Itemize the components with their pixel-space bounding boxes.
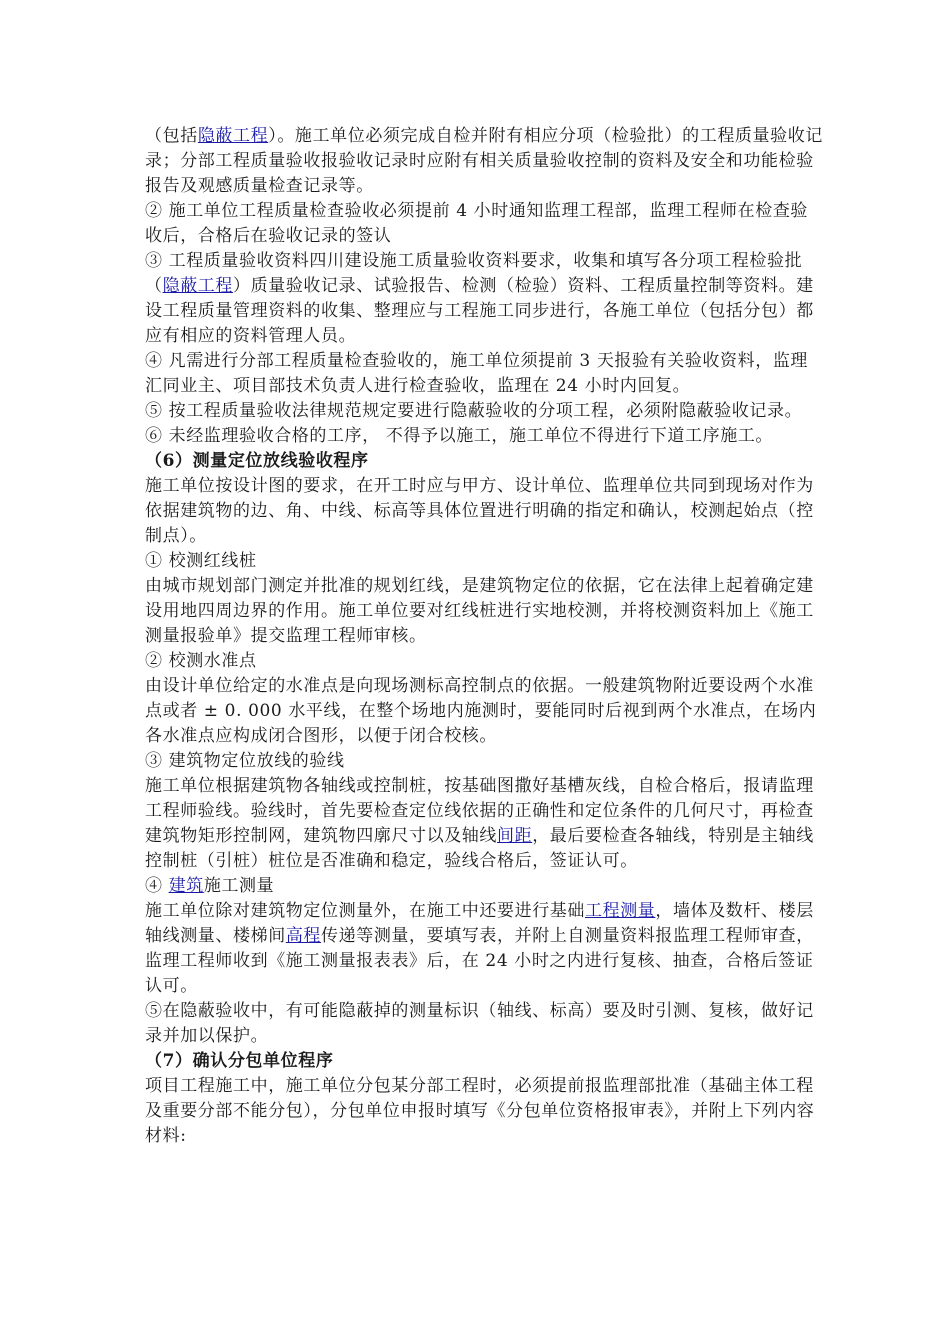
item-3-documents: ③ 工程质量验收资料四川建设施工质量验收资料要求，收集和填写各分项工程检验批（隐蔽工程）质量验收记录、试验报告、检测（检验）资料、工程质量控制等资料。建设工程质量管理资料的收集、整理应与工程施工同步进行，各施工单位（包括分包）都应有相应的资料管理人员。 — [145, 251, 814, 346]
paragraph-construction-survey: 施工单位除对建筑物定位测量外，在施工中还要进行基础工程测量，墙体及数杆、楼层轴线测量、楼梯间高程传递等测量，要填写表，并附上自测量资料报监理工程师审查，监理工程师收到《施工测量报表表》后，在 24 小时之内进行复核、抽查，合格后签证认可。 — [145, 901, 814, 996]
paragraph-survey-markers: ⑤在隐蔽验收中，有可能隐蔽掉的测量标识（轴线、标高）要及时引测、复核，做好记录并加以保护。 — [145, 1001, 814, 1046]
item-6-unapproved-process: ⑥ 未经监理验收合格的工序， 不得予以施工，施工单位不得进行下道工序施工。 — [145, 426, 774, 446]
link-building[interactable]: 建筑 — [168, 876, 204, 896]
link-spacing[interactable]: 间距 — [497, 826, 533, 846]
heading-7-subcontractor: （7）确认分包单位程序 — [145, 1051, 334, 1071]
link-elevation[interactable]: 高程 — [285, 926, 322, 946]
item-4-division-inspection: ④ 凡需进行分部工程质量检查验收的，施工单位须提前 3 天报验有关验收资料，监理汇同业主、项目部技术负责人进行检查验收，监理在 24 小时内回复。 — [145, 351, 809, 396]
subheading-red-line-pile: ① 校测红线桩 — [145, 551, 257, 571]
link-hidden-works-2[interactable]: 隐蔽工程 — [162, 276, 234, 296]
paragraph-line-check: 施工单位根据建筑物各轴线或控制桩，按基础图撒好基槽灰线，自检合格后，报请监理工程师验线。验线时，首先要检查定位线依据的正确性和定位条件的几何尺寸，再检查建筑物矩形控制网，建筑物四廓尺寸以及轴线间距，最后要检查各轴线，特别是主轴线控制桩（引桩）桩位是否准确和稳定，验线合格后，签证认可。 — [145, 776, 814, 871]
link-engineering-survey[interactable]: 工程测量 — [585, 901, 656, 921]
link-hidden-works[interactable]: 隐蔽工程 — [197, 126, 269, 146]
subheading-line-check: ③ 建筑物定位放线的验线 — [145, 751, 345, 771]
paragraph-inspection-records: （包括隐蔽工程）。施工单位必须完成自检并附有相应分项（检验批）的工程质量验收记录；分部工程质量验收报验收记录时应附有相关质量验收控制的资料及安全和功能检验报告及观感质量检查记录等。 — [145, 126, 823, 196]
subheading-construction-survey: ④ 建筑施工测量 — [145, 876, 275, 896]
item-5-concealed-acceptance: ⑤ 按工程质量验收法律规范规定要进行隐蔽验收的分项工程，必须附隐蔽验收记录。 — [145, 401, 803, 421]
heading-6-survey-acceptance: （6）测量定位放线验收程序 — [145, 451, 369, 471]
subheading-benchmark: ② 校测水准点 — [145, 651, 257, 671]
item-2-notice: ② 施工单位工程质量检查验收必须提前 4 小时通知监理工程部，监理工程师在检查验收后，合格后在验收记录的签认 — [145, 201, 809, 246]
paragraph-benchmark: 由设计单位给定的水准点是向现场测标高控制点的依据。一般建筑物附近要设两个水准点或者 ± 0. 000 水平线，在整个场地内施测时，要能同时后视到两个水准点，在场内各水准点应构成闭合图形，以便于闭合校核。 — [145, 676, 817, 746]
paragraph-subcontractor: 项目工程施工中，施工单位分包某分部工程时，必须提前报监理部批准（基础主体工程及重要分部不能分包），分包单位申报时填写《分包单位资格报审表》，并附上下列内容材料: — [145, 1076, 815, 1146]
paragraph-survey-intro: 施工单位按设计图的要求，在开工时应与甲方、设计单位、监理单位共同到现场对作为依据建筑物的边、角、中线、标高等具体位置进行明确的指定和确认，校测起始点（控制点）。 — [145, 476, 814, 546]
paragraph-red-line: 由城市规划部门测定并批准的规划红线，是建筑物定位的依据，它在法律上起着确定建设用地四周边界的作用。施工单位要对红线桩进行实地校测，并将校测资料加上《施工测量报验单》提交监理工程师审核。 — [145, 576, 814, 646]
document-page — [145, 124, 825, 1149]
